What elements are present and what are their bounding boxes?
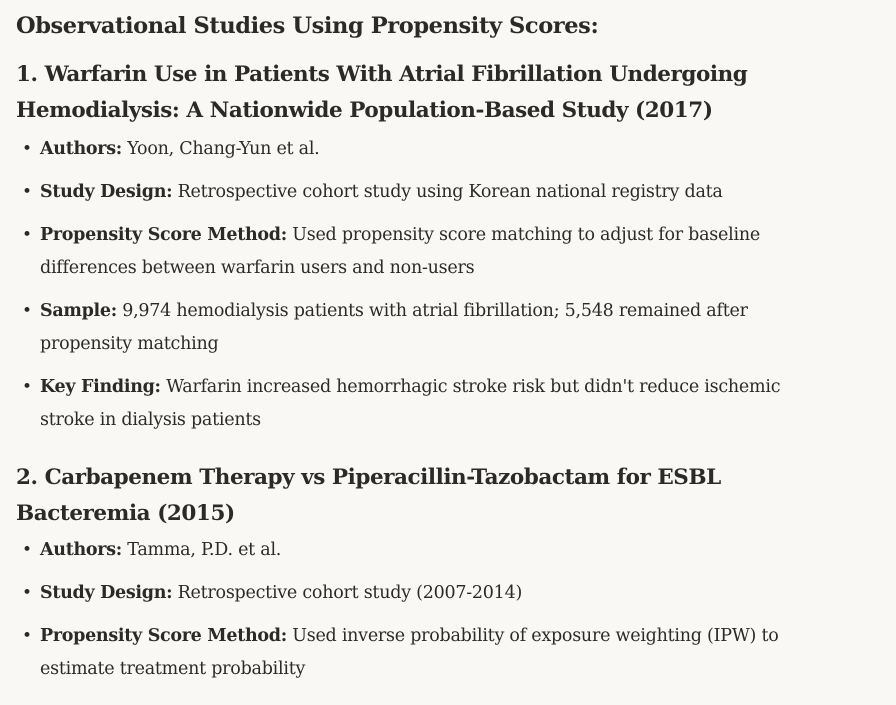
item-label: Propensity Score Method: [40, 626, 287, 646]
item-label: Study Design: [40, 583, 173, 603]
item-label: Authors: [40, 139, 122, 159]
item-text: Retrospective cohort study (2007-2014) [177, 583, 523, 603]
study-1-details [16, 133, 816, 447]
bullet-icon: • [22, 540, 32, 560]
item-text: Yoon, Chang-Yun et al. [127, 139, 320, 159]
study-2-title: 2. Carbapenem Therapy vs Piperacillin-Tazobactam for ESBL Bacteremia (2015) [16, 465, 721, 526]
bullet-icon: • [22, 301, 32, 321]
bullet-icon: • [22, 626, 32, 646]
bullet-icon: • [22, 225, 32, 245]
list-item [16, 176, 816, 209]
item-label: Key Finding: [40, 377, 161, 397]
item-label: Sample: [40, 301, 117, 321]
list-item [16, 133, 816, 166]
list-item [16, 620, 816, 686]
bullet-icon: • [22, 583, 32, 603]
item-text: Retrospective cohort study using Korean national registry data [177, 182, 723, 202]
item-label: Authors: [40, 540, 122, 560]
study-2-details [16, 534, 816, 696]
item-label: Study Design: [40, 182, 173, 202]
list-item [16, 577, 816, 610]
item-text: Used propensity score matching to adjust for baseline differences between warfarin users and non-users [40, 225, 760, 278]
bullet-icon: • [22, 377, 32, 397]
item-text: Used inverse probability of exposure weighting (IPW) to estimate treatment probability [40, 626, 779, 679]
list-item [16, 371, 816, 437]
item-label: Propensity Score Method: [40, 225, 287, 245]
bullet-icon: • [22, 139, 32, 159]
list-item [16, 534, 816, 567]
item-text: 9,974 hemodialysis patients with atrial fibrillation; 5,548 remained after propensity matching [40, 301, 748, 354]
bullet-icon: • [22, 182, 32, 202]
list-item [16, 295, 816, 361]
study-1-title: 1. Warfarin Use in Patients With Atrial Fibrillation Undergoing Hemodialysis: A Nationwide Population-Based Study (2017) [16, 62, 748, 123]
item-text: Warfarin increased hemorrhagic stroke risk but didn't reduce ischemic stroke in dialysis patients [40, 377, 781, 430]
section-heading: Observational Studies Using Propensity Scores: [16, 13, 599, 39]
list-item [16, 219, 816, 285]
item-text: Tamma, P.D. et al. [127, 540, 282, 560]
